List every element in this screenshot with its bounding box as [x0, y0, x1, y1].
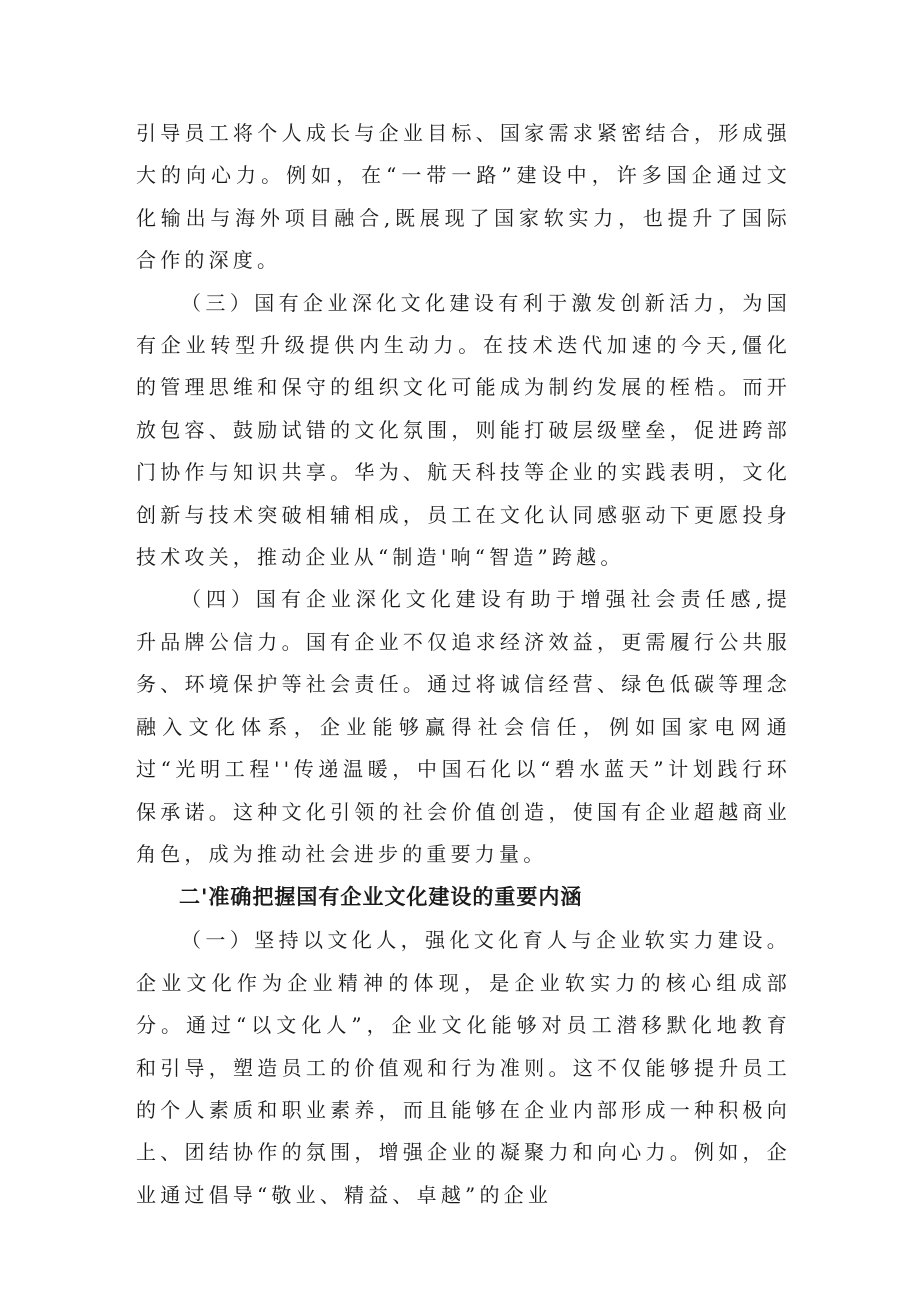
paragraph-section-one: （一）坚持以文化人，强化文化育人与企业软实力建设。企业文化作为企业精神的体现，是企业软实力的核心组成部分。通过“以文化人”，企业文化能够对员工潜移默化地教育和引导，塑造员工的价值观和行为准则。这不仅能够提升员工的个人素质和职业素养，而且能够在企业内部形成一种积极向上、团结协作的氛围，增强企业的凝聚力和向心力。例如，企业通过倡导“敬业、精益、卓越”的企业	[136, 928, 791, 1207]
document-page	[136, 112, 791, 1216]
paragraph-section-three: （三）国有企业深化文化建设有利于激发创新活力，为国有企业转型升级提供内生动力。在技术迭代加速的今天,僵化的管理思维和保守的组织文化可能成为制约发展的桎梏。而开放包容、鼓励试错的文化氛围，则能打破层级壁垒，促进跨部门协作与知识共享。华为、航天科技等企业的实践表明，文化创新与技术突破相辅相成，员工在文化认同感驱动下更愿投身技术攻关，推动企业从“制造'响“智造”跨越。	[136, 290, 791, 570]
section-heading: 二'准确把握国有企业文化建设的重要内涵	[179, 885, 583, 910]
paragraph-intro: 引导员工将个人成长与企业目标、国家需求紧密结合，形成强大的向心力。例如，在“一带一路”建设中，许多国企通过文化输出与海外项目融合,既展现了国家软实力，也提升了国际合作的深度。	[136, 121, 791, 273]
paragraph-section-four: （四）国有企业深化文化建设有助于增强社会责任感,提升品牌公信力。国有企业不仅追求经济效益，更需履行公共服务、环境保护等社会责任。通过将诚信经营、绿色低碳等理念融入文化体系，企业能够赢得社会信任，例如国家电网通过“光明工程''传递温暖，中国石化以“碧水蓝天”计划践行环保承诺。这种文化引领的社会价值创造，使国有企业超越商业角色，成为推动社会进步的重要力量。	[136, 587, 791, 866]
